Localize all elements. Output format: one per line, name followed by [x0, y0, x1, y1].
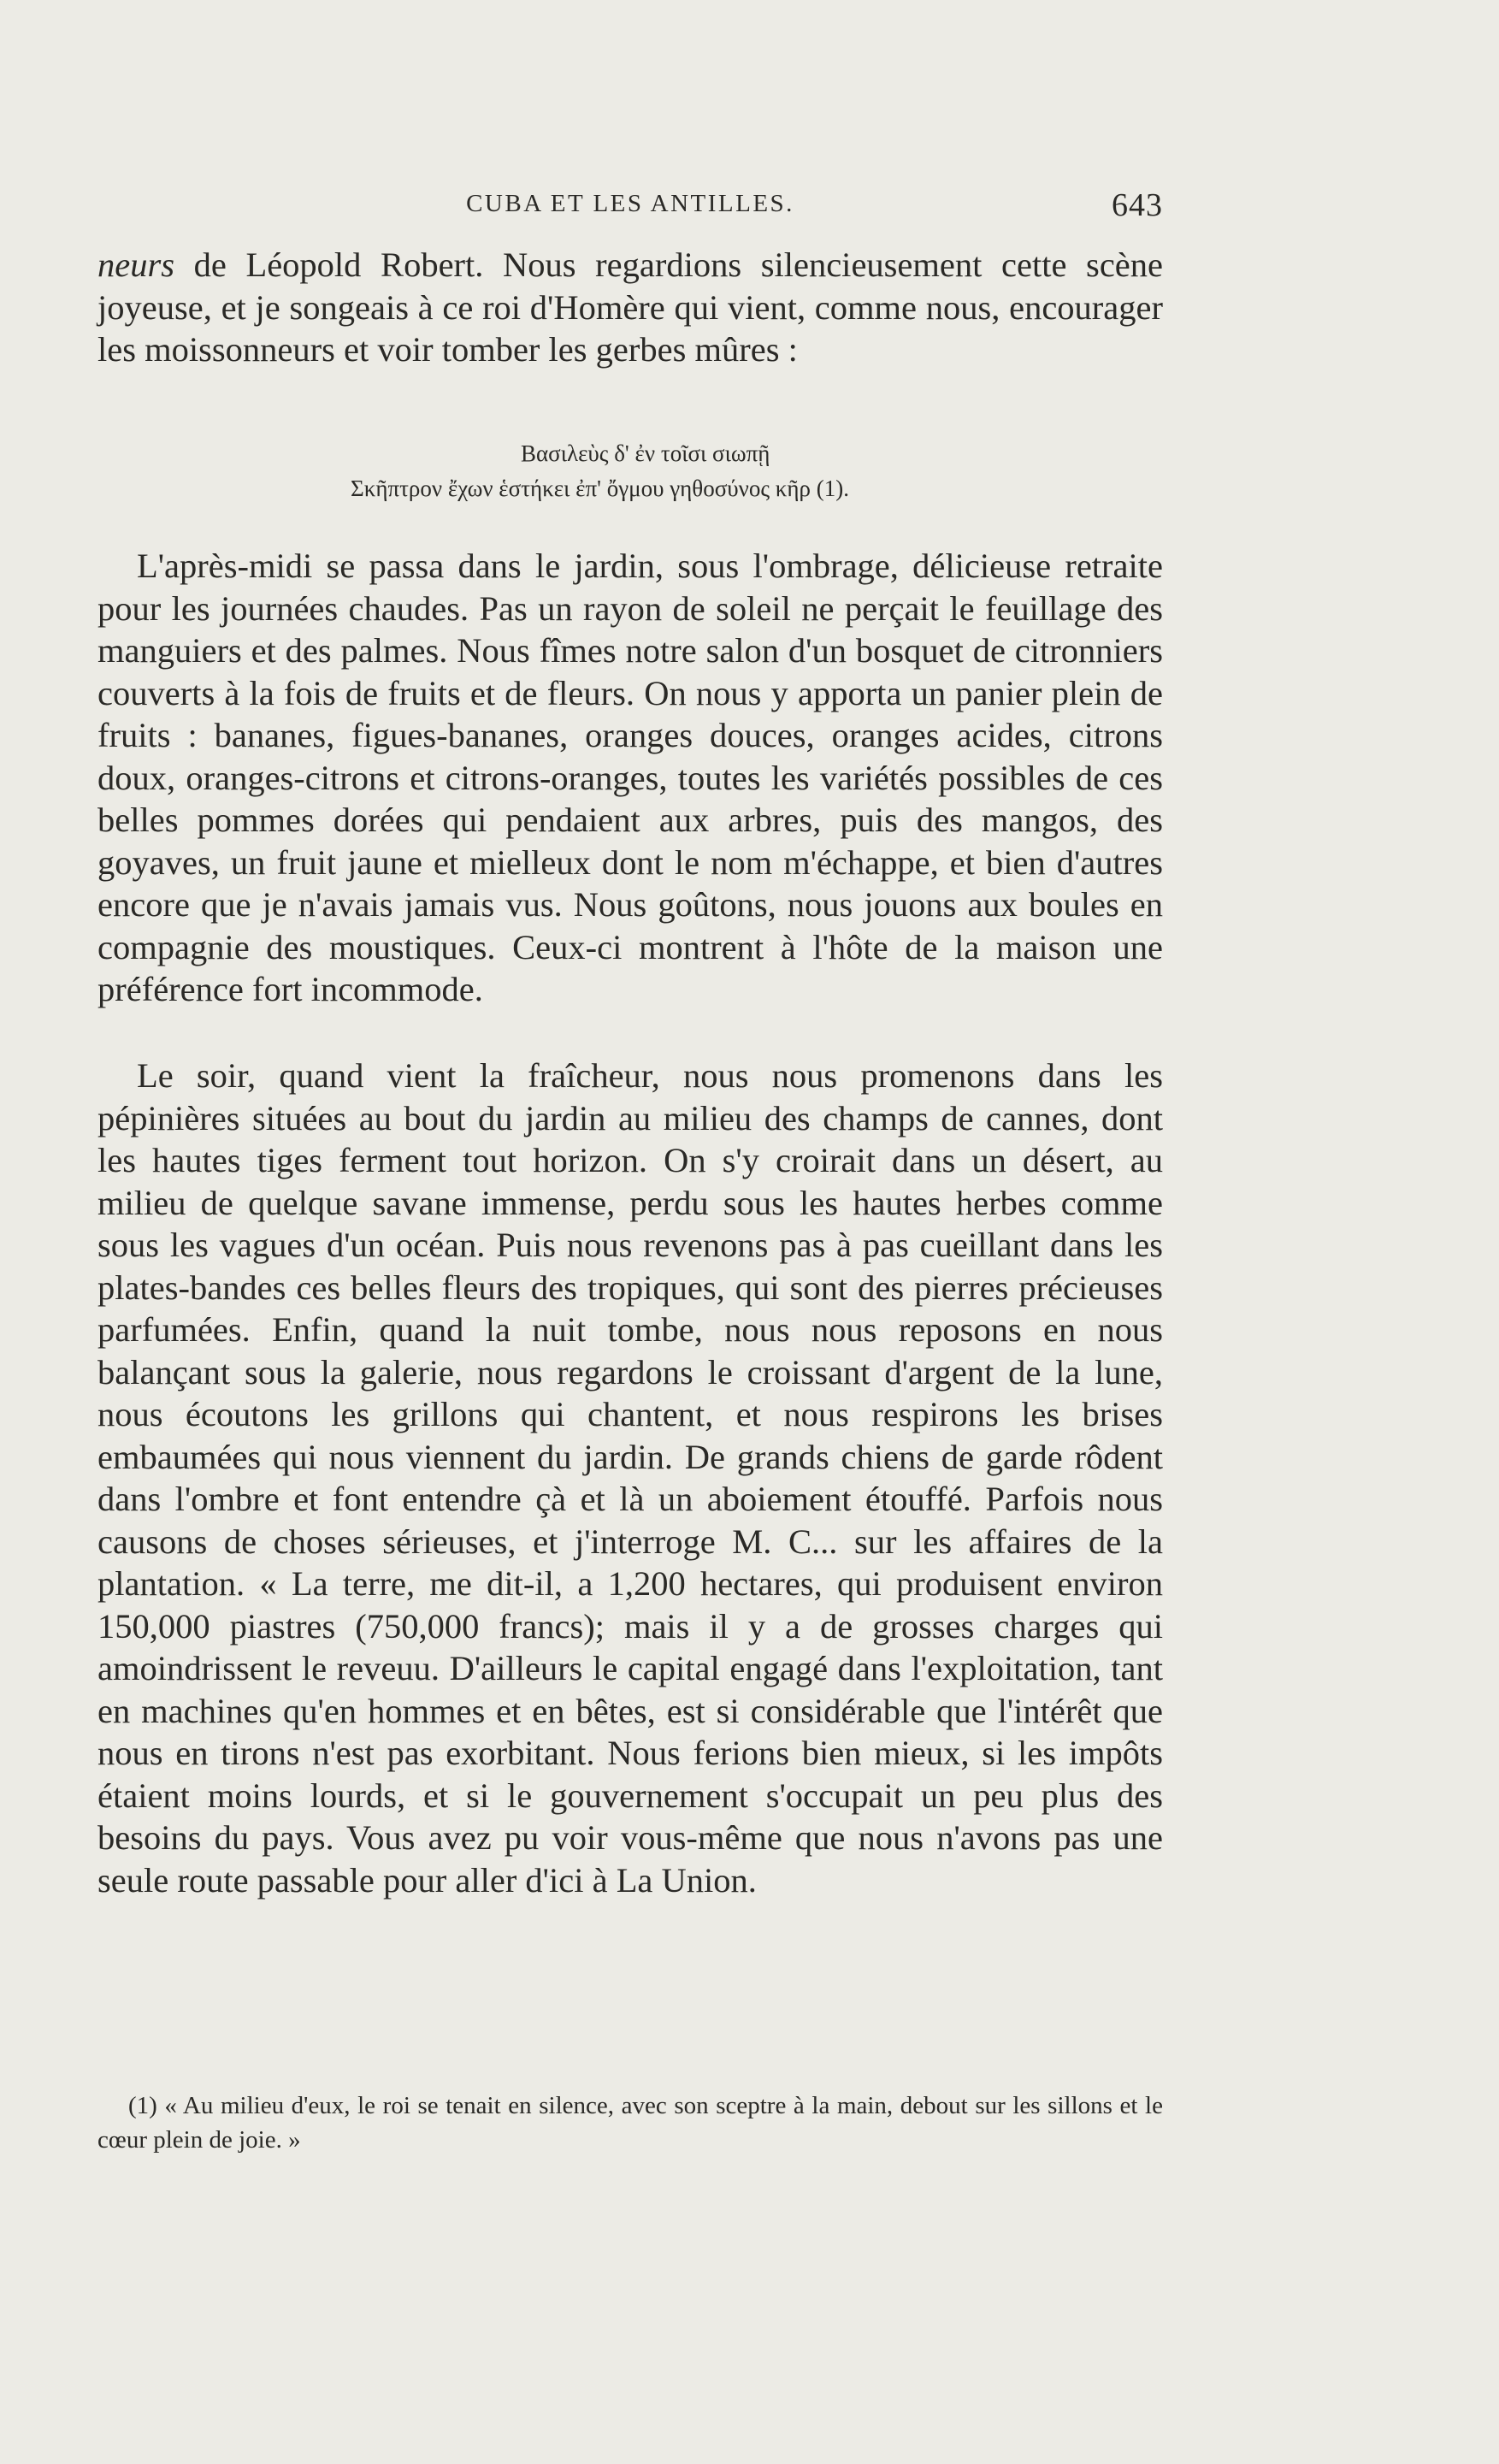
paragraph-1 [97, 244, 1163, 371]
running-title: CUBA ET LES ANTILLES. [466, 190, 794, 217]
paragraph-3 [97, 1055, 1163, 1901]
paragraph-2 [97, 545, 1163, 1011]
quote-line-1: Βασιλεὺς δ' ἐν τοῖσι σιωπῇ [521, 440, 770, 466]
paragraph-1-text: de Léopold Robert. Nous regardions silencieusement cette scène joyeuse, et je songeais à ce roi d'Homère qui vient, comme nous, encourager les moissonneurs et voir tomber les gerbes mûres : [97, 245, 1163, 369]
footnote-text: (1) « Au milieu d'eux, le roi se tenait en silence, avec son sceptre à la main, debout sur les sillons et le cœur plein de joie. » [97, 2092, 1163, 2154]
italic-word: neurs [97, 245, 174, 284]
greek-quotation [97, 436, 1163, 506]
quote-line-2: Σκῆπτρον ἔχων ἑστήκει ἐπ' ὄγμου γηθοσύνος κῆρ (1). [351, 476, 849, 501]
page-header [97, 187, 1163, 224]
paragraph-3-text: Le soir, quand vient la fraîcheur, nous nous promenons dans les pépinières situées au bout du jardin au milieu des champs de cannes, dont les hautes tiges ferment tout horizon. On s'y croirait dans un désert, au milieu de quelque savane immense, perdu sous les hautes herbes comme sous les vagues d'un océan. Puis nous revenons pas à pas cueillant dans les plates-bandes ces belles fleurs des tropiques, qui sont des pierres précieuses parfumées. Enfin, quand la nuit tombe, nous nous reposons en nous balançant sous la galerie, nous regardons le croissant d'argent de la lune, nous écoutons les grillons qui chantent, et nous respirons les brises embaumées qui nous viennent du jardin. De grands chiens de garde rôdent dans l'ombre et font entendre çà et là un aboiement étouffé. Parfois nous causons de choses sérieuses, et j'interroge M. C... sur les affaires de la plantation. « La terre, me dit-il, a 1,200 hectares, qui produisent environ 150,000 piastres (750,000 francs); mais il y a de grosses charges qui amoindrissent le reveuu. D'ailleurs le capital engagé dans l'exploitation, tant en machines qu'en hommes et en bêtes, est si considérable que l'intérêt que nous en tirons n'est pas exorbitant. Nous ferions bien mieux, si les impôts étaient moins lourds, et si le gouvernement s'occupait un peu plus des besoins du pays. Vous avez pu voir vous-même que nous n'avons pas une seule route passable pour aller d'ici à La Union. [97, 1056, 1163, 1900]
page-number: 643 [1112, 187, 1163, 223]
paragraph-2-text: L'après-midi se passa dans le jardin, sous l'ombrage, délicieuse retraite pour les journées chaudes. Pas un rayon de soleil ne perçait le feuillage des manguiers et des palmes. Nous fîmes notre salon d'un bosquet de citronniers couverts à la fois de fruits et de fleurs. On nous y apporta un panier plein de fruits : bananes, figues-bananes, oranges douces, oranges acides, citrons doux, oranges-citrons et citrons-oranges, toutes les variétés possibles de ces belles pommes dorées qui pendaient aux arbres, puis des mangos, des goyaves, un fruit jaune et mielleux dont le nom m'échappe, et bien d'autres encore que je n'avais jamais vus. Nous goûtons, nous jouons aux boules en compagnie des moustiques. Ceux-ci montrent à l'hôte de la maison une préférence fort incommode. [97, 547, 1163, 1008]
bottom-margin [0, 2155, 1499, 2464]
